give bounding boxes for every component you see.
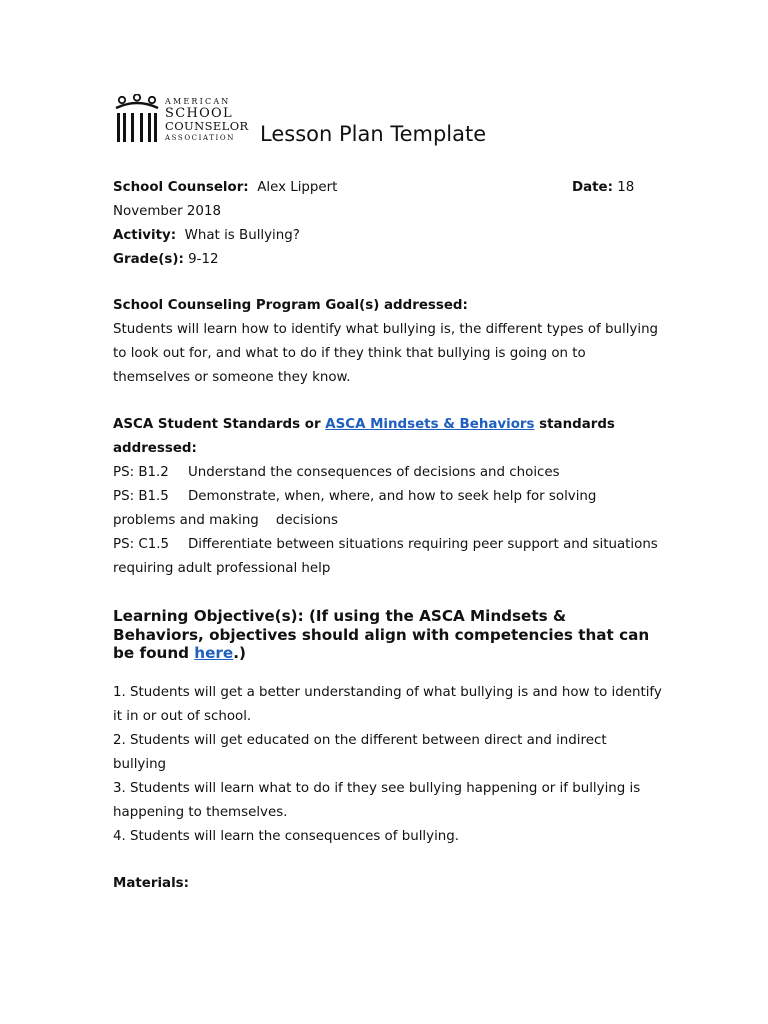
- date-value-day: 18: [617, 180, 635, 195]
- objective-line: happening to themselves.: [113, 805, 288, 820]
- standard-text: Demonstrate, when, where, and how to seek help for solving: [188, 489, 597, 504]
- standard-code: PS: B1.2: [113, 465, 169, 480]
- counselor-row: [113, 180, 337, 195]
- standard-text: Differentiate between situations requiring peer support and situations: [188, 537, 658, 552]
- goals-heading: School Counseling Program Goal(s) addressed:: [113, 298, 468, 313]
- grades-value: 9-12: [188, 252, 219, 267]
- goals-line: themselves or someone they know.: [113, 370, 351, 385]
- standard-text: Understand the consequences of decisions and choices: [188, 465, 560, 480]
- grades-label: Grade(s):: [113, 252, 184, 267]
- date-row: [572, 180, 634, 195]
- activity-label: Activity:: [113, 228, 177, 243]
- standard-item-continued: requiring adult professional help: [113, 561, 331, 576]
- asca-mindsets-link[interactable]: ASCA Mindsets & Behaviors: [325, 417, 535, 432]
- objectives-heading-line: [113, 644, 663, 663]
- page-title: Lesson Plan Template: [260, 122, 487, 146]
- goals-line: to look out for, and what to do if they think that bullying is going on to: [113, 346, 586, 361]
- goals-line: Students will learn how to identify what bullying is, the different types of bullying: [113, 322, 659, 337]
- standard-code: PS: B1.5: [113, 489, 169, 504]
- objectives-heading: [113, 607, 663, 663]
- standard-code: PS: C1.5: [113, 537, 169, 552]
- objective-line: 4. Students will learn the consequences of bullying.: [113, 829, 460, 844]
- columns-with-people-icon: [113, 94, 161, 148]
- objectives-heading-line: Behaviors, objectives should align with competencies that can: [113, 625, 650, 644]
- counselor-value: Alex Lippert: [257, 180, 338, 195]
- objective-line: it in or out of school.: [113, 709, 252, 724]
- objective-line: 1. Students will get a better understanding of what bullying is and how to identify: [113, 685, 662, 700]
- objective-line: 2. Students will get educated on the different between direct and indirect: [113, 733, 607, 748]
- logo-line-association: ASSOCIATION: [165, 133, 235, 142]
- objective-line: 3. Students will learn what to do if they see bullying happening or if bullying is: [113, 781, 641, 796]
- standards-list: [113, 461, 663, 581]
- logo-line-school: SCHOOL: [165, 106, 233, 121]
- standard-item: [113, 533, 663, 557]
- standards-heading-line2: addressed:: [113, 441, 197, 456]
- logo-line-american: AMERICAN: [165, 97, 231, 106]
- counselor-label: School Counselor:: [113, 180, 249, 195]
- document-header: [113, 94, 658, 154]
- asca-logo: [113, 94, 247, 148]
- objectives-heading-pre: be found: [113, 644, 195, 662]
- standards-heading-post: standards: [534, 417, 615, 432]
- standard-item-continued: problems and making decisions: [113, 513, 338, 528]
- grades-row: [113, 252, 219, 267]
- standards-heading: [113, 417, 615, 432]
- objective-line: bullying: [113, 757, 167, 772]
- date-value-month-year: November 2018: [113, 204, 221, 219]
- activity-value: What is Bullying?: [184, 228, 300, 243]
- standard-item: [113, 485, 663, 509]
- logo-wordmark: [165, 98, 249, 142]
- logo-line-counselor: COUNSELOR: [165, 119, 249, 133]
- goals-text: [113, 318, 663, 390]
- objectives-heading-line: Learning Objective(s): (If using the ASCA Mindsets &: [113, 607, 567, 625]
- objectives-heading-post: .): [233, 644, 246, 662]
- standard-item: [113, 461, 663, 485]
- date-label: Date:: [572, 180, 613, 195]
- materials-heading: Materials:: [113, 876, 189, 891]
- activity-row: [113, 228, 300, 243]
- objectives-list: [113, 681, 663, 849]
- standards-heading-pre: ASCA Student Standards or: [113, 417, 326, 432]
- here-link[interactable]: here: [194, 644, 234, 662]
